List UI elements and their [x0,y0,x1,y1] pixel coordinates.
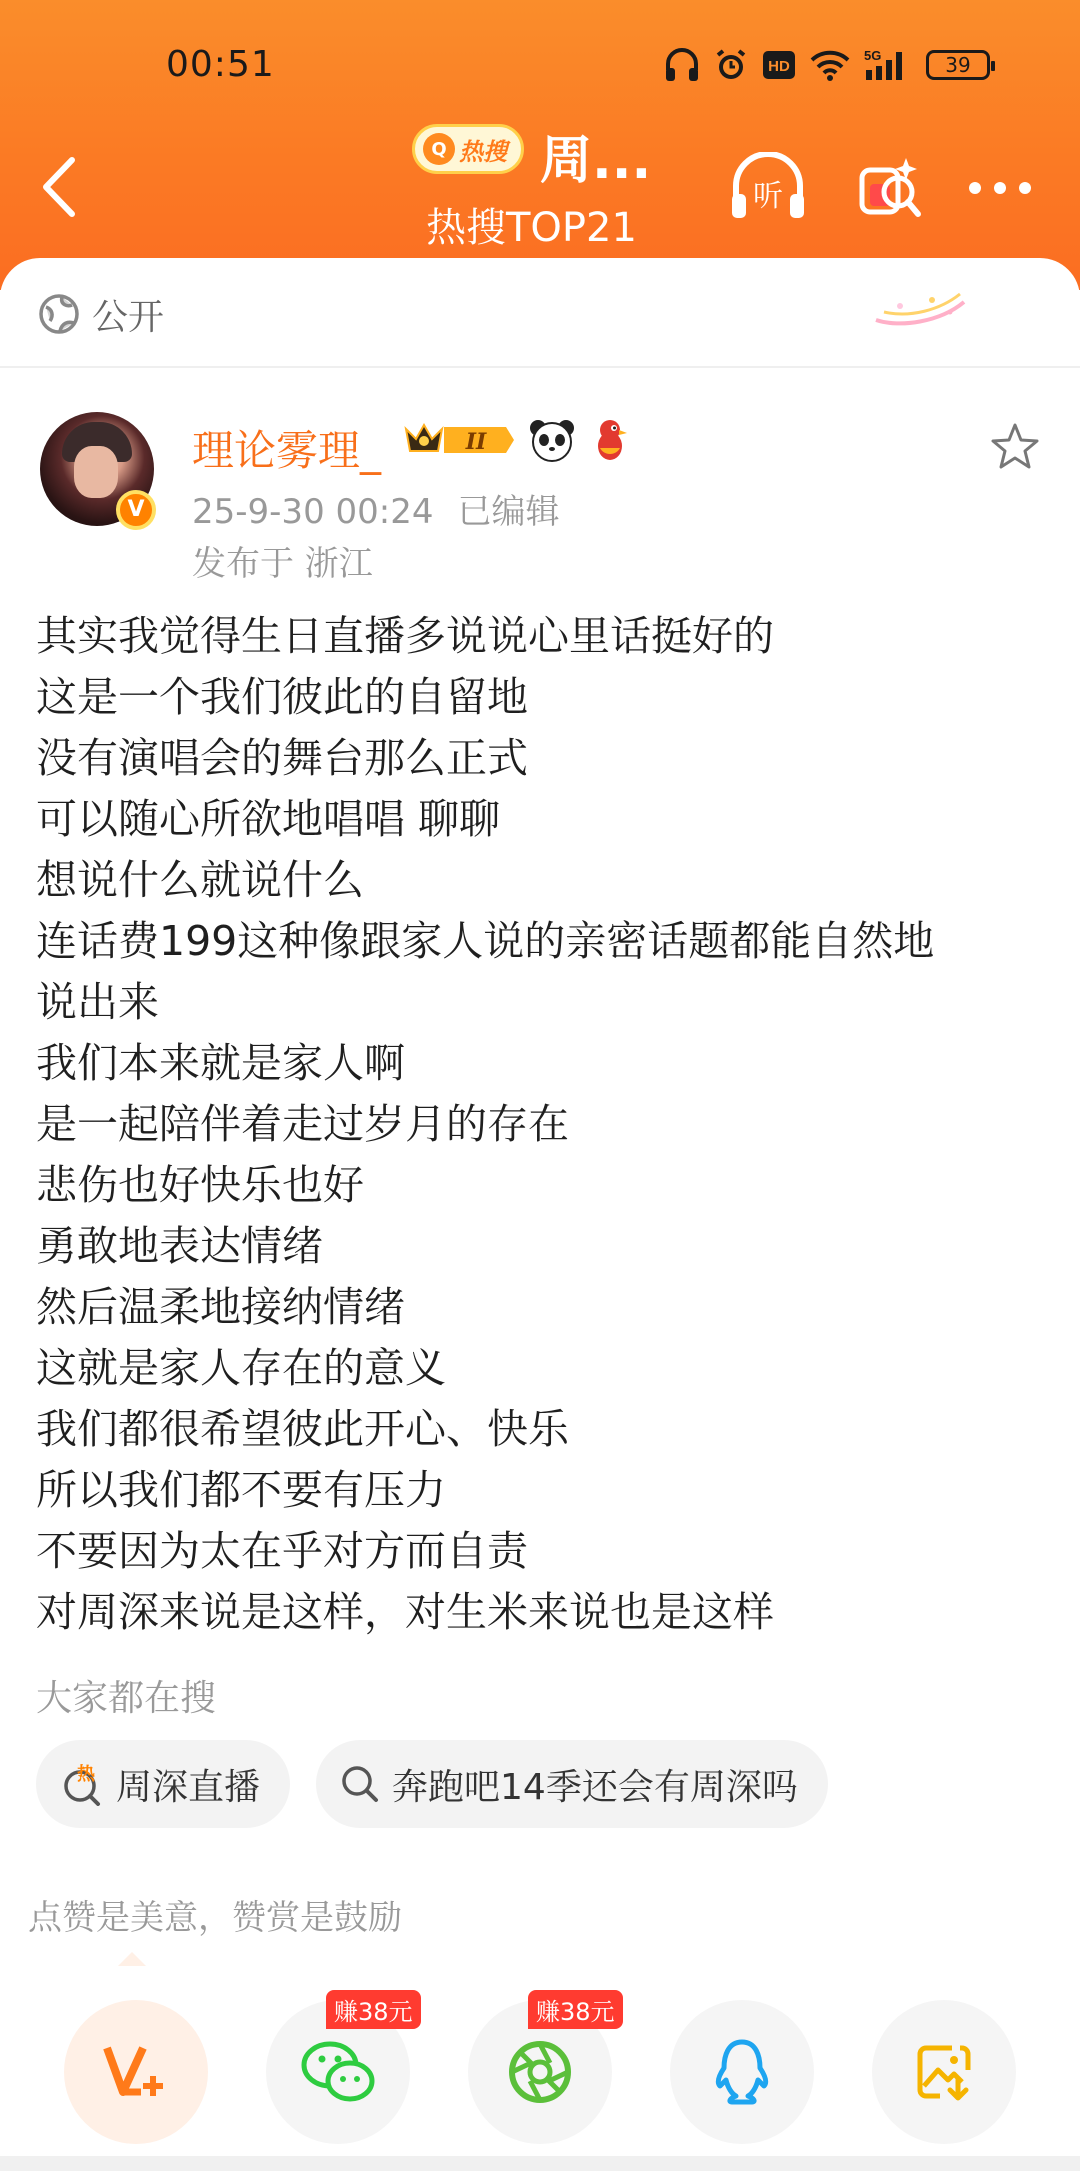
hot-badge-label: 热搜 [459,137,507,166]
svg-text:5G: 5G [864,48,882,63]
search-chip-label: 周深直播 [116,1766,261,1808]
search-icon: Q [423,133,455,165]
search-chip-hot[interactable] [36,1740,290,1828]
back-icon[interactable] [36,152,86,222]
content-line: 其实我觉得生日直播多说说心里话挺好的 [36,612,774,660]
search-chip-label: 奔跑吧14季还会有周深吗 [392,1766,798,1808]
tip-caret [118,1952,146,1966]
listen-button[interactable] [728,148,808,228]
signal-5g-icon [864,48,912,82]
svg-text:听: 听 [753,179,783,214]
star-favorite-icon[interactable] [988,420,1042,474]
user-badges [402,416,634,464]
visibility-row [38,288,164,340]
share-row [0,1978,1080,2138]
content-line: 这就是家人存在的意义 [36,1344,446,1392]
alarm-icon [714,48,748,82]
content-line: 对周深来说是这样，对生米来说也是这样 [36,1588,774,1636]
ai-search-button[interactable] [850,148,930,228]
content-line: 是一起陪伴着走过岁月的存在 [36,1100,569,1148]
battery-indicator: 39 [926,50,990,80]
page-subtitle[interactable]: 热搜TOP21 [426,205,637,251]
svg-text:II: II [465,429,487,455]
status-bar [0,40,1080,100]
content-line: 说出来 [36,978,159,1026]
more-icon [965,178,1035,198]
post-meta [192,484,584,533]
status-icons [664,48,990,82]
wifi-icon [810,49,850,81]
related-search-title: 大家都在搜 [36,1678,217,1719]
sparkle-decoration-icon [870,282,970,332]
vplus-icon [101,2042,171,2102]
post-content [36,606,1046,1643]
qq-icon [710,2036,774,2108]
reward-vplus-button[interactable] [64,2000,208,2144]
content-line: 想说什么就说什么 [36,856,364,904]
header [0,0,1080,290]
content-line: 所以我们都不要有压力 [36,1466,446,1514]
reward-tip: 点赞是美意，赞赏是鼓励 [28,1898,402,1938]
search-icon [340,1764,380,1804]
content-line: 我们本来就是家人啊 [36,1039,405,1087]
nav-bar [0,110,1080,260]
moments-icon [505,2037,575,2107]
share-moments-button[interactable] [468,1998,615,2144]
globe-icon [38,293,80,335]
post-timestamp: 25-9-30 00:24 [192,492,434,532]
content-line: 悲伤也好快乐也好 [36,1161,364,1209]
edited-label[interactable]: 已编辑 [457,492,560,532]
bottom-bar [0,2156,1080,2171]
share-qq-button[interactable] [670,2000,814,2144]
status-time: 00:51 [166,44,275,85]
divider [0,366,1080,368]
panda-badge-icon[interactable] [528,416,576,464]
page-title[interactable]: 周... [540,131,652,191]
svg-text:热: 热 [77,1764,95,1785]
content-line: 不要因为太在乎对方而自责 [36,1527,528,1575]
hot-search-badge[interactable] [412,124,524,174]
svg-text:HD: HD [768,58,790,75]
earn-badge: 赚38元 [528,1990,623,2029]
content-line: 没有演唱会的舞台那么正式 [36,734,528,782]
headphone-listen-icon [728,152,808,224]
related-search-chips [36,1740,828,1828]
content-line: 勇敢地表达情绪 [36,1222,323,1270]
content-line: 我们都很希望彼此开心、快乐 [36,1405,569,1453]
hd-icon [762,50,796,80]
more-button[interactable] [960,148,1040,228]
post-location: 发布于 浙江 [192,544,373,584]
earn-badge: 赚38元 [326,1990,421,2029]
ai-search-icon [854,152,926,224]
username[interactable]: 理论雾理_ [192,426,382,475]
content-line: 可以随心所欲地唱唱 聊聊 [36,795,501,843]
wechat-icon [298,2037,378,2107]
save-image-button[interactable] [872,2000,1016,2144]
headphone-icon [664,48,700,82]
visibility-label: 公开 [92,296,165,338]
save-image-icon [912,2040,976,2104]
content-line: 然后温柔地接纳情绪 [36,1283,405,1331]
bird-badge-icon[interactable] [586,416,634,464]
content-line: 这是一个我们彼此的自留地 [36,673,528,721]
avatar-face [74,446,118,498]
search-chip[interactable] [316,1740,828,1828]
content-line: 连话费199这种像跟家人说的亲密话题都能自然地 [36,917,935,965]
share-wechat-button[interactable] [266,1998,413,2144]
hot-search-icon [60,1762,104,1806]
post-card [0,258,1080,2171]
vip-crown-badge-icon[interactable] [402,419,518,461]
verified-badge-icon: V [116,490,156,530]
